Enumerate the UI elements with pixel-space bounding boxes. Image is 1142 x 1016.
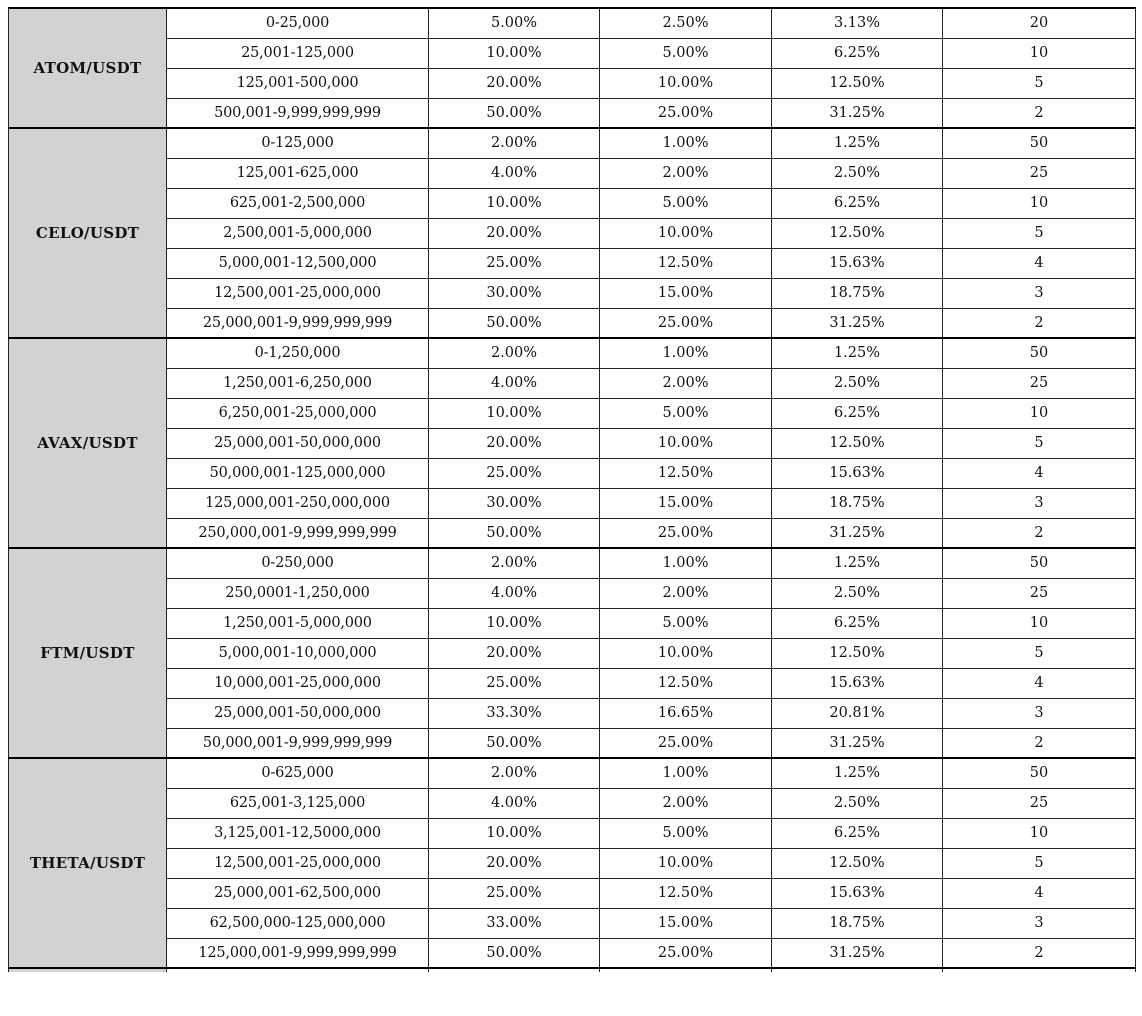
table-row [9,488,1136,518]
maintenance-margin-cell: 12.50% [600,458,772,488]
margin-rate-cell: 6.25% [772,38,943,68]
pair-label: CELO/USDT [9,128,167,338]
max-leverage-cell: 4 [943,668,1136,698]
tier-range-cell: 0-25,000 [167,8,429,38]
table-row [9,878,1136,908]
max-leverage-cell: 25 [943,368,1136,398]
trailer-cell [772,968,943,972]
maintenance-margin-cell: 10.00% [600,848,772,878]
margin-rate-cell: 15.63% [772,878,943,908]
table-row [9,8,1136,38]
initial-margin-cell: 25.00% [429,668,600,698]
initial-margin-cell: 4.00% [429,158,600,188]
maintenance-margin-cell: 2.00% [600,578,772,608]
max-leverage-cell: 3 [943,698,1136,728]
table-row [9,668,1136,698]
maintenance-margin-cell: 2.00% [600,788,772,818]
trailer-cell [9,968,167,972]
tier-range-cell: 10,000,001-25,000,000 [167,668,429,698]
margin-rate-cell: 2.50% [772,158,943,188]
margin-rate-cell: 6.25% [772,398,943,428]
maintenance-margin-cell: 5.00% [600,38,772,68]
margin-rate-cell: 15.63% [772,668,943,698]
max-leverage-cell: 25 [943,788,1136,818]
trailer-cell [429,968,600,972]
initial-margin-cell: 20.00% [429,428,600,458]
margin-rate-cell: 18.75% [772,908,943,938]
max-leverage-cell: 5 [943,638,1136,668]
pair-label: FTM/USDT [9,548,167,758]
initial-margin-cell: 30.00% [429,488,600,518]
table-row [9,38,1136,68]
initial-margin-cell: 5.00% [429,8,600,38]
max-leverage-cell: 10 [943,818,1136,848]
margin-rate-cell: 12.50% [772,848,943,878]
maintenance-margin-cell: 15.00% [600,278,772,308]
max-leverage-cell: 5 [943,848,1136,878]
table-row [9,398,1136,428]
tier-range-cell: 5,000,001-12,500,000 [167,248,429,278]
table-row [9,848,1136,878]
tier-range-cell: 6,250,001-25,000,000 [167,398,429,428]
maintenance-margin-cell: 25.00% [600,98,772,128]
tier-range-cell: 625,001-2,500,000 [167,188,429,218]
initial-margin-cell: 33.30% [429,698,600,728]
initial-margin-cell: 25.00% [429,878,600,908]
initial-margin-cell: 20.00% [429,218,600,248]
tier-range-cell: 250,0001-1,250,000 [167,578,429,608]
initial-margin-cell: 4.00% [429,788,600,818]
initial-margin-cell: 20.00% [429,638,600,668]
max-leverage-cell: 50 [943,548,1136,578]
table-row [9,638,1136,668]
max-leverage-cell: 2 [943,938,1136,968]
pair-label: ATOM/USDT [9,8,167,128]
maintenance-margin-cell: 10.00% [600,638,772,668]
initial-margin-cell: 50.00% [429,728,600,758]
pair-label: THETA/USDT [9,758,167,968]
pair-label: AVAX/USDT [9,338,167,548]
tier-range-cell: 1,250,001-6,250,000 [167,368,429,398]
initial-margin-cell: 50.00% [429,308,600,338]
trailer-cell [943,968,1136,972]
table-row [9,368,1136,398]
margin-rate-cell: 6.25% [772,188,943,218]
margin-rate-cell: 2.50% [772,368,943,398]
margin-rate-cell: 2.50% [772,788,943,818]
maintenance-margin-cell: 25.00% [600,728,772,758]
margin-rate-cell: 6.25% [772,608,943,638]
max-leverage-cell: 25 [943,158,1136,188]
margin-rate-cell: 20.81% [772,698,943,728]
max-leverage-cell: 10 [943,188,1136,218]
table-row [9,728,1136,758]
table-row [9,608,1136,638]
initial-margin-cell: 20.00% [429,848,600,878]
margin-rate-cell: 12.50% [772,428,943,458]
maintenance-margin-cell: 12.50% [600,668,772,698]
margin-rate-cell: 12.50% [772,638,943,668]
tier-range-cell: 0-125,000 [167,128,429,158]
tier-range-cell: 125,000,001-250,000,000 [167,488,429,518]
margin-rate-cell: 12.50% [772,218,943,248]
max-leverage-cell: 2 [943,728,1136,758]
initial-margin-cell: 10.00% [429,38,600,68]
margin-rate-cell: 18.75% [772,488,943,518]
tier-range-cell: 12,500,001-25,000,000 [167,848,429,878]
margin-rate-cell: 6.25% [772,818,943,848]
tier-table-body [9,8,1136,972]
max-leverage-cell: 25 [943,578,1136,608]
maintenance-margin-cell: 15.00% [600,908,772,938]
initial-margin-cell: 30.00% [429,278,600,308]
tier-range-cell: 0-250,000 [167,548,429,578]
max-leverage-cell: 5 [943,68,1136,98]
maintenance-margin-cell: 12.50% [600,248,772,278]
table-row [9,698,1136,728]
maintenance-margin-cell: 2.50% [600,8,772,38]
max-leverage-cell: 10 [943,398,1136,428]
maintenance-margin-cell: 10.00% [600,68,772,98]
margin-rate-cell: 1.25% [772,758,943,788]
table-row [9,158,1136,188]
margin-rate-cell: 2.50% [772,578,943,608]
max-leverage-cell: 4 [943,458,1136,488]
margin-rate-cell: 12.50% [772,68,943,98]
tier-range-cell: 62,500,000-125,000,000 [167,908,429,938]
initial-margin-cell: 2.00% [429,548,600,578]
margin-rate-cell: 15.63% [772,458,943,488]
maintenance-margin-cell: 2.00% [600,368,772,398]
maintenance-margin-cell: 2.00% [600,158,772,188]
tier-range-cell: 1,250,001-5,000,000 [167,608,429,638]
table-trailer-row [9,968,1136,972]
margin-rate-cell: 3.13% [772,8,943,38]
margin-rate-cell: 31.25% [772,308,943,338]
initial-margin-cell: 25.00% [429,248,600,278]
table-row [9,578,1136,608]
initial-margin-cell: 4.00% [429,368,600,398]
initial-margin-cell: 25.00% [429,458,600,488]
maintenance-margin-cell: 25.00% [600,518,772,548]
maintenance-margin-cell: 16.65% [600,698,772,728]
table-row [9,188,1136,218]
tier-range-cell: 25,000,001-50,000,000 [167,698,429,728]
tier-range-cell: 25,001-125,000 [167,38,429,68]
initial-margin-cell: 2.00% [429,128,600,158]
maintenance-margin-cell: 15.00% [600,488,772,518]
max-leverage-cell: 3 [943,278,1136,308]
table-row [9,788,1136,818]
trailer-cell [600,968,772,972]
margin-rate-cell: 31.25% [772,98,943,128]
max-leverage-cell: 50 [943,758,1136,788]
table-row [9,68,1136,98]
maintenance-margin-cell: 5.00% [600,608,772,638]
initial-margin-cell: 10.00% [429,818,600,848]
table-row [9,548,1136,578]
table-row [9,458,1136,488]
tier-range-cell: 5,000,001-10,000,000 [167,638,429,668]
max-leverage-cell: 20 [943,8,1136,38]
initial-margin-cell: 50.00% [429,938,600,968]
tier-table-container [8,7,1136,972]
table-row [9,518,1136,548]
max-leverage-cell: 50 [943,338,1136,368]
tier-range-cell: 25,000,001-50,000,000 [167,428,429,458]
maintenance-margin-cell: 5.00% [600,818,772,848]
tier-range-cell: 2,500,001-5,000,000 [167,218,429,248]
maintenance-margin-cell: 1.00% [600,338,772,368]
initial-margin-cell: 4.00% [429,578,600,608]
margin-rate-cell: 18.75% [772,278,943,308]
maintenance-margin-cell: 25.00% [600,308,772,338]
max-leverage-cell: 10 [943,608,1136,638]
tier-range-cell: 25,000,001-62,500,000 [167,878,429,908]
trailer-cell [167,968,429,972]
table-row [9,428,1136,458]
max-leverage-cell: 3 [943,908,1136,938]
tier-range-cell: 0-625,000 [167,758,429,788]
margin-rate-cell: 1.25% [772,548,943,578]
table-row [9,338,1136,368]
tier-range-cell: 500,001-9,999,999,999 [167,98,429,128]
margin-rate-cell: 31.25% [772,938,943,968]
max-leverage-cell: 10 [943,38,1136,68]
table-row [9,908,1136,938]
tier-range-cell: 12,500,001-25,000,000 [167,278,429,308]
maintenance-margin-cell: 1.00% [600,128,772,158]
tier-range-cell: 125,001-625,000 [167,158,429,188]
table-row [9,758,1136,788]
tier-range-cell: 250,000,001-9,999,999,999 [167,518,429,548]
max-leverage-cell: 50 [943,128,1136,158]
tier-range-cell: 125,000,001-9,999,999,999 [167,938,429,968]
initial-margin-cell: 2.00% [429,338,600,368]
table-row [9,938,1136,968]
margin-rate-cell: 31.25% [772,728,943,758]
initial-margin-cell: 20.00% [429,68,600,98]
table-row [9,248,1136,278]
maintenance-margin-cell: 1.00% [600,758,772,788]
table-row [9,818,1136,848]
initial-margin-cell: 50.00% [429,98,600,128]
table-row [9,308,1136,338]
maintenance-margin-cell: 1.00% [600,548,772,578]
max-leverage-cell: 2 [943,98,1136,128]
maintenance-margin-cell: 5.00% [600,398,772,428]
maintenance-margin-cell: 10.00% [600,428,772,458]
initial-margin-cell: 10.00% [429,398,600,428]
initial-margin-cell: 50.00% [429,518,600,548]
tier-range-cell: 50,000,001-9,999,999,999 [167,728,429,758]
tier-range-cell: 3,125,001-12,5000,000 [167,818,429,848]
max-leverage-cell: 5 [943,428,1136,458]
margin-rate-cell: 15.63% [772,248,943,278]
initial-margin-cell: 33.00% [429,908,600,938]
tier-range-cell: 625,001-3,125,000 [167,788,429,818]
maintenance-margin-cell: 10.00% [600,218,772,248]
max-leverage-cell: 2 [943,518,1136,548]
max-leverage-cell: 2 [943,308,1136,338]
tier-range-cell: 0-1,250,000 [167,338,429,368]
tier-range-cell: 25,000,001-9,999,999,999 [167,308,429,338]
maintenance-margin-cell: 25.00% [600,938,772,968]
margin-rate-cell: 31.25% [772,518,943,548]
tier-range-cell: 125,001-500,000 [167,68,429,98]
max-leverage-cell: 4 [943,248,1136,278]
max-leverage-cell: 3 [943,488,1136,518]
table-row [9,98,1136,128]
max-leverage-cell: 4 [943,878,1136,908]
table-row [9,218,1136,248]
margin-rate-cell: 1.25% [772,128,943,158]
maintenance-margin-cell: 5.00% [600,188,772,218]
table-row [9,128,1136,158]
table-row [9,278,1136,308]
max-leverage-cell: 5 [943,218,1136,248]
tier-range-cell: 50,000,001-125,000,000 [167,458,429,488]
initial-margin-cell: 10.00% [429,608,600,638]
margin-tier-table [8,7,1136,972]
maintenance-margin-cell: 12.50% [600,878,772,908]
initial-margin-cell: 2.00% [429,758,600,788]
margin-rate-cell: 1.25% [772,338,943,368]
initial-margin-cell: 10.00% [429,188,600,218]
